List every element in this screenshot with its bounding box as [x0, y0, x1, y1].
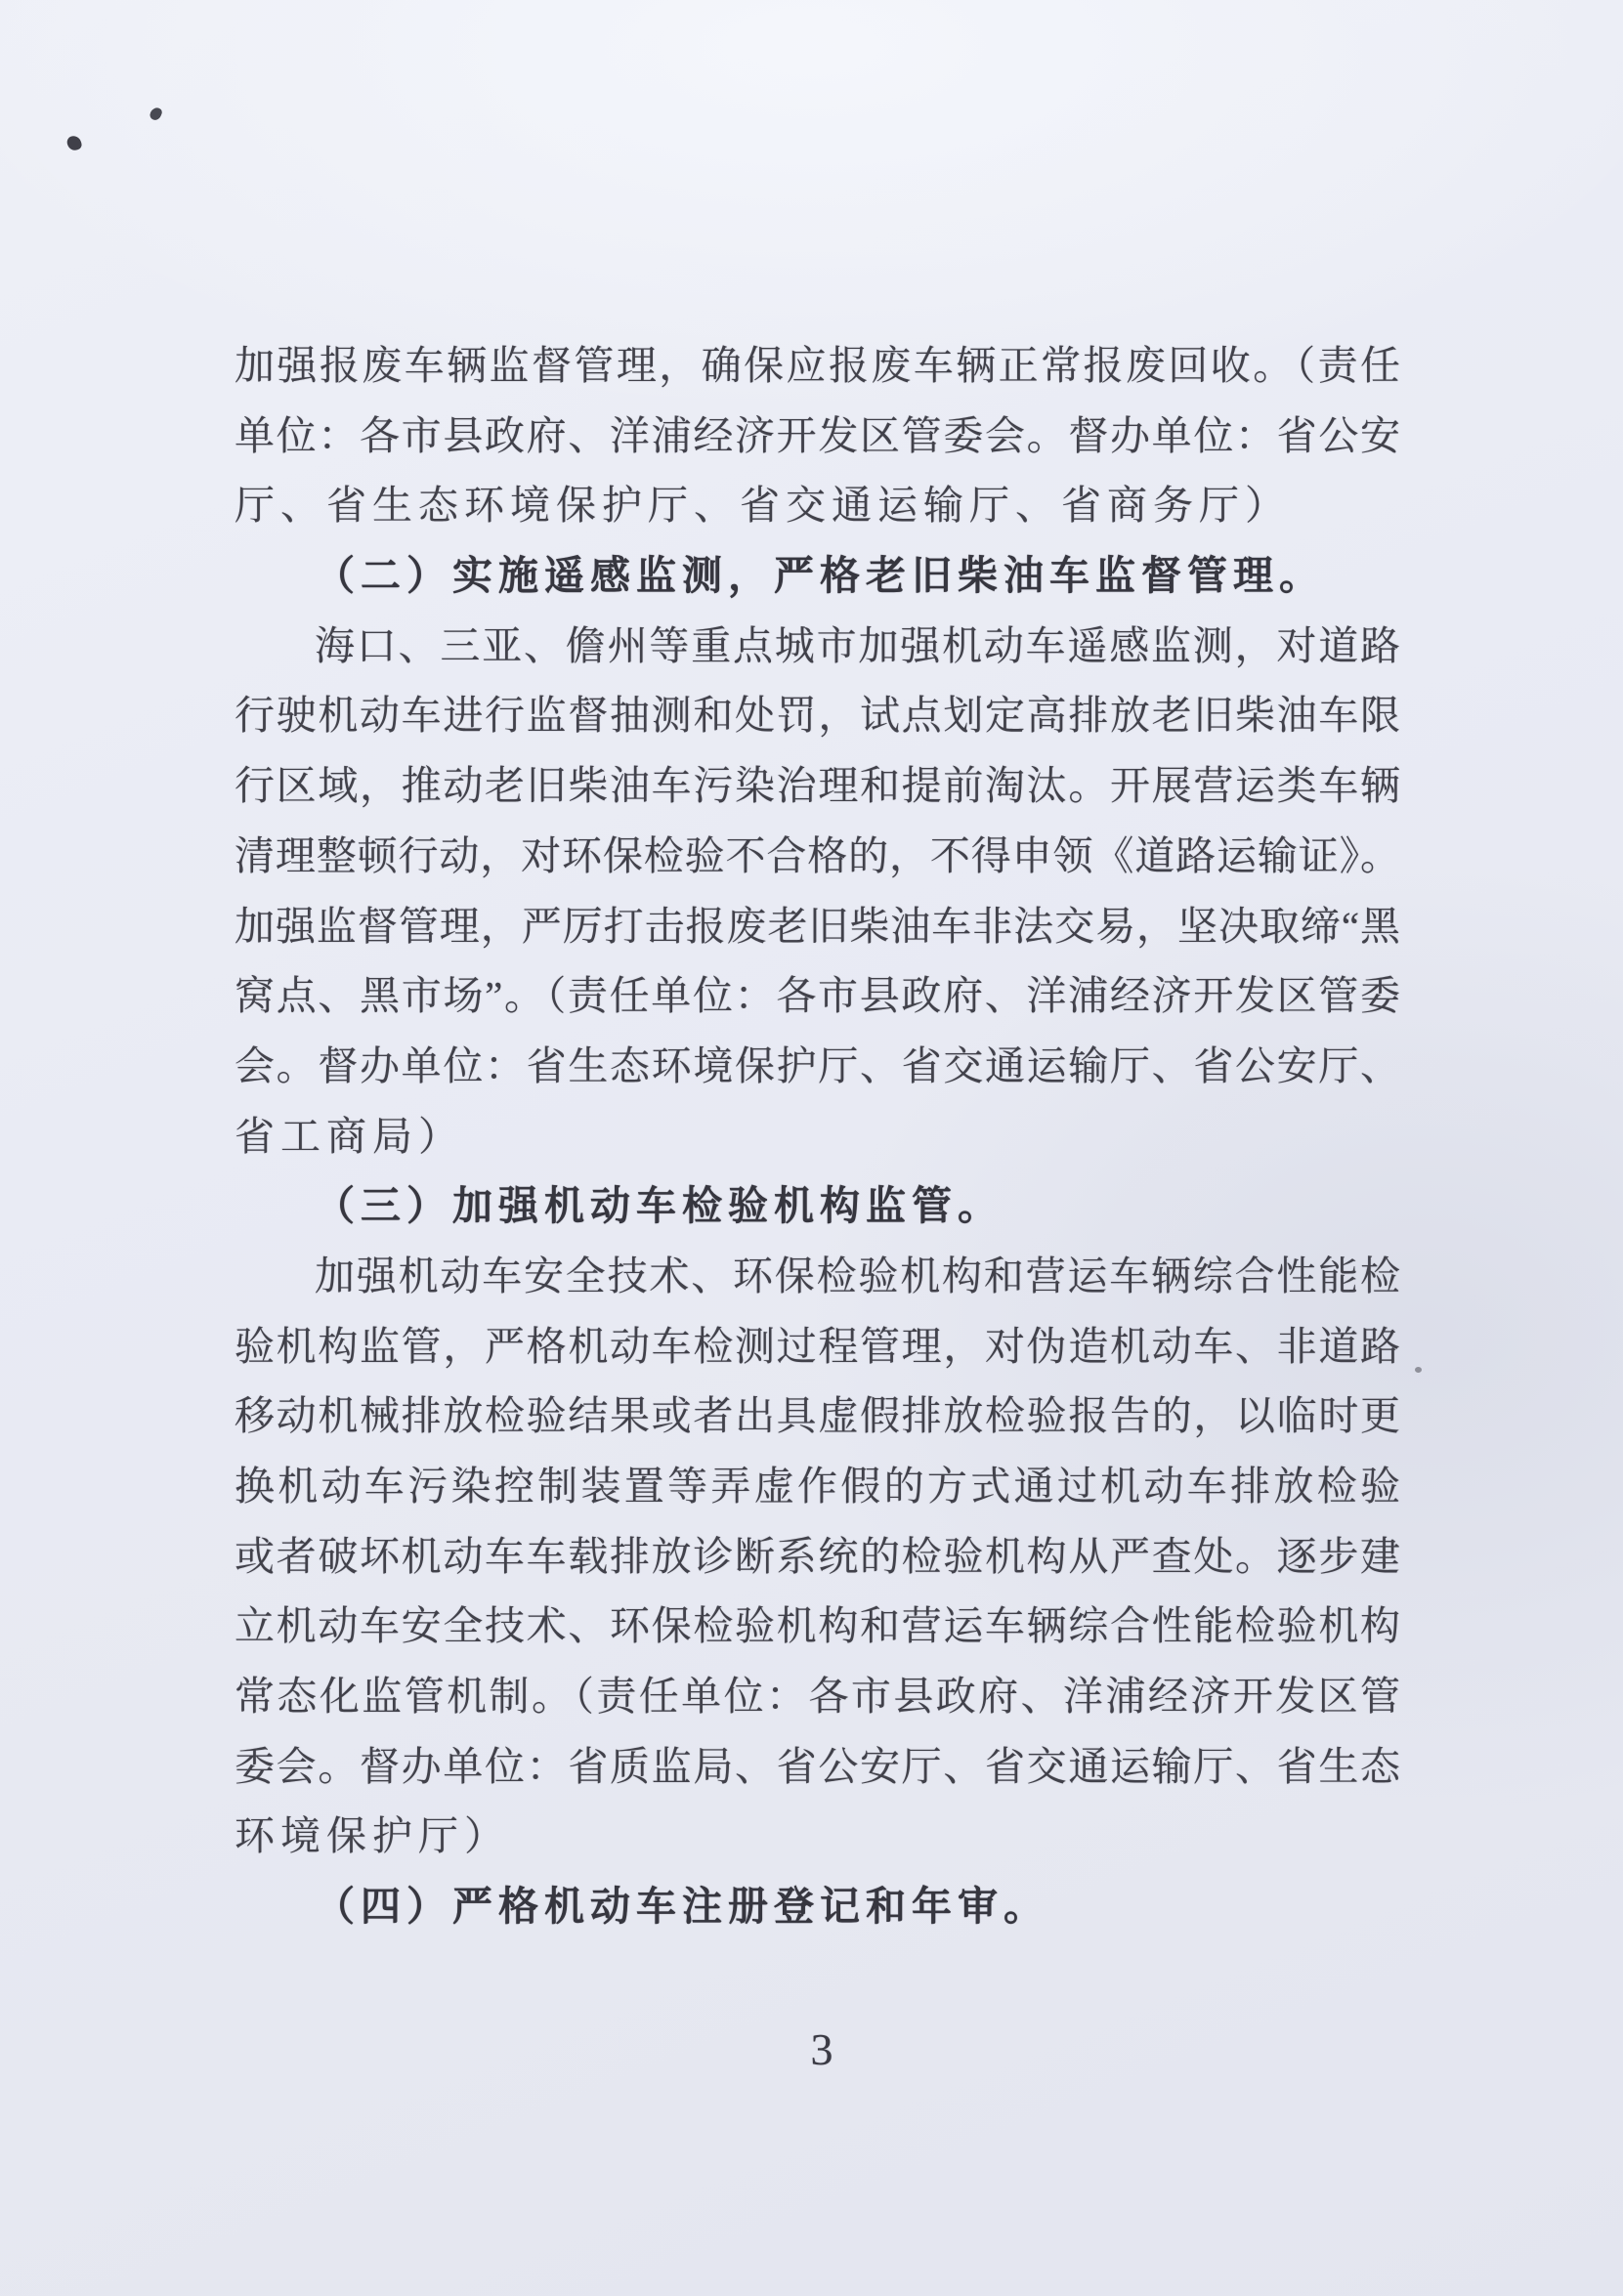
text-line: 移动机械排放检验结果或者出具虚假排放检验报告的，以临时更	[235, 1393, 1400, 1439]
document-body	[235, 331, 1400, 1942]
text-line: 加强监督管理，严厉打击报废老旧柴油车非法交易，坚决取缔“黑	[235, 903, 1400, 949]
page-number: 3	[810, 2024, 833, 2074]
text-line: 或者破坏机动车车载排放诊断系统的检验机构从严查处。逐步建	[235, 1533, 1400, 1579]
text-line: 行区域，推动老旧柴油车污染治理和提前淘汰。开展营运类车辆	[235, 763, 1400, 809]
text-line: 行驶机动车进行监督抽测和处罚，试点划定高排放老旧柴油车限	[235, 693, 1400, 739]
ink-speck	[65, 134, 83, 152]
text-line: 加强报废车辆监督管理，确保应报废车辆正常报废回收。（责任	[235, 343, 1400, 388]
text-line: 清理整顿行动，对环保检验不合格的，不得申领《道路运输证》。	[235, 832, 1400, 878]
section-heading: （四）严格机动车注册登记和年审。	[315, 1884, 1049, 1930]
text-line: 委会。督办单位：省质监局、省公安厅、省交通运输厅、省生态	[235, 1743, 1400, 1789]
text-line: 验机构监管，严格机动车检测过程管理，对伪造机动车、非道路	[235, 1323, 1400, 1369]
text-line: 环境保护厅）	[235, 1813, 510, 1859]
text-line: 换机动车污染控制装置等弄虚作假的方式通过机动车排放检验	[235, 1464, 1400, 1509]
text-line: 厅、省生态环境保护厅、省交通运输厅、省商务厅）	[235, 483, 1291, 529]
text-line: 会。督办单位：省生态环境保护厅、省交通运输厅、省公安厅、	[235, 1042, 1400, 1088]
ink-speck	[1415, 1367, 1422, 1373]
text-line: 窝点、黑市场”。（责任单位：各市县政府、洋浦经济开发区管委	[235, 973, 1400, 1019]
text-line: 单位：各市县政府、洋浦经济开发区管委会。督办单位：省公安	[235, 412, 1400, 458]
text-line: 海口、三亚、儋州等重点城市加强机动车遥感监测，对道路	[315, 622, 1400, 668]
section-heading: （二）实施遥感监测，严格老旧柴油车监督管理。	[315, 553, 1325, 599]
text-line: 立机动车安全技术、环保检验机构和营运车辆综合性能检验机构	[235, 1603, 1400, 1649]
text-line: 省工商局）	[235, 1113, 464, 1159]
ink-speck	[149, 106, 163, 121]
text-line: 常态化监管机制。（责任单位：各市县政府、洋浦经济开发区管	[235, 1674, 1400, 1720]
section-heading: （三）加强机动车检验机构监管。	[315, 1183, 1004, 1229]
text-line: 加强机动车安全技术、环保检验机构和营运车辆综合性能检	[315, 1253, 1400, 1298]
